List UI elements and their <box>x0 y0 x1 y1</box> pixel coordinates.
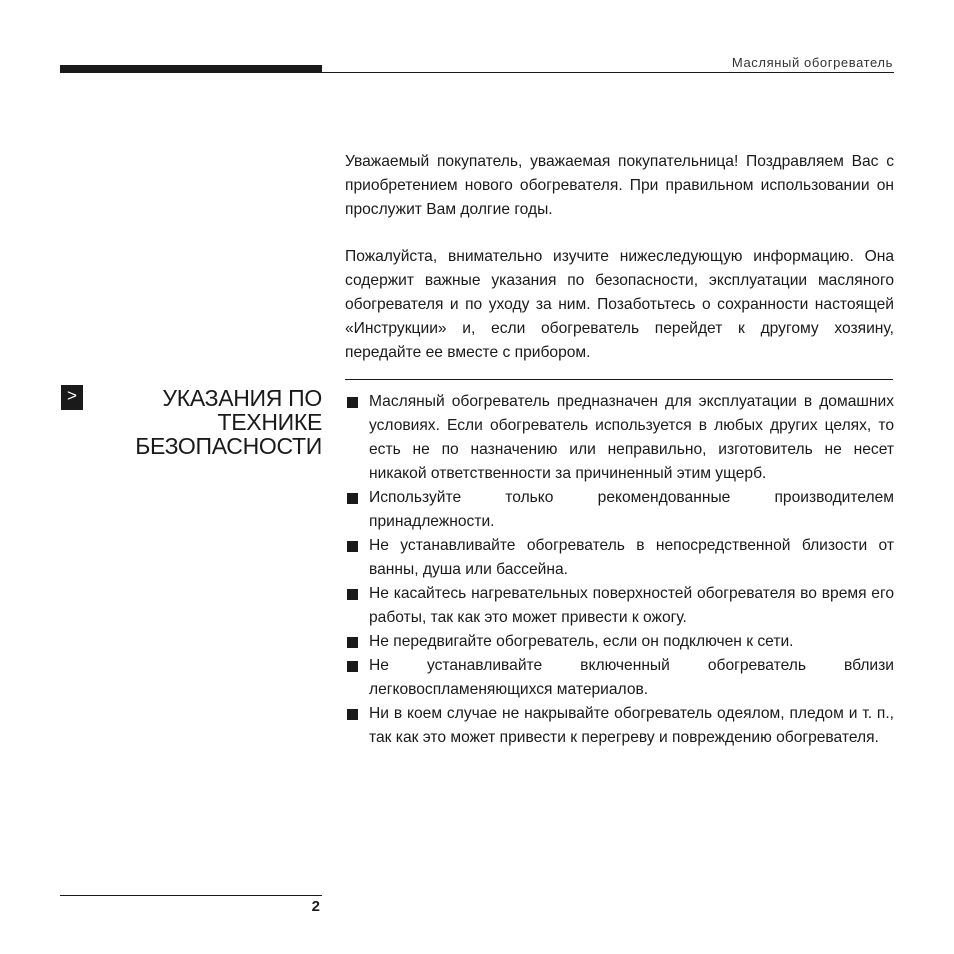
section-heading-line: УКАЗАНИЯ ПО <box>162 385 322 411</box>
section-heading-line: БЕЗОПАСНОСТИ <box>135 433 322 459</box>
list-item <box>345 390 894 486</box>
page-number: 2 <box>311 898 320 915</box>
intro-paragraph-2 <box>345 245 894 365</box>
intro-text-2: Пожалуйста, внимательно изучите нижеследующую информацию. Она содержит важные указания по безопасности, эксплуатации масляного обогревателя и по уходу за ним. Позаботьтесь о сохранности настоящей «Инструкции» и, если обогреватель перейдет к другому хозяину, передайте ее вместе с прибором. <box>345 248 894 361</box>
bullet-square-icon <box>347 493 358 504</box>
section-heading <box>100 386 322 458</box>
section-divider <box>345 379 893 380</box>
list-item <box>345 582 894 630</box>
list-item-text: Ни в коем случае не накрывайте обогреватель одеялом, пледом и т. п., так как это может привести к перегреву и повреждению обогревателя. <box>369 705 894 746</box>
list-item-text: Не устанавливайте обогреватель в непосредственной близости от ванны, душа или бассейна. <box>369 537 894 578</box>
section-arrow-icon: > <box>61 385 83 410</box>
footer-rule <box>60 895 322 896</box>
intro-paragraph-1 <box>345 150 894 222</box>
bullet-square-icon <box>347 661 358 672</box>
header-thin-rule <box>322 72 894 73</box>
list-item-text: Не устанавливайте включенный обогреватель вблизи легковоспламеняющихся материалов. <box>369 657 894 698</box>
list-item <box>345 630 894 654</box>
intro-text-1: Уважаемый покупатель, уважаемая покупательница! Поздравляем Вас с приобретением нового обогревателя. При правильном использовании он прослужит Вам долгие годы. <box>345 153 894 218</box>
bullet-square-icon <box>347 589 358 600</box>
list-item <box>345 486 894 534</box>
safety-instructions-list <box>345 390 894 750</box>
bullet-square-icon <box>347 541 358 552</box>
list-item-text: Не передвигайте обогреватель, если он подключен к сети. <box>369 633 794 650</box>
list-item-text: Не касайтесь нагревательных поверхностей обогревателя во время его работы, так как это может привести к ожогу. <box>369 585 894 626</box>
bullet-square-icon <box>347 397 358 408</box>
list-item <box>345 702 894 750</box>
header-thick-rule <box>60 65 322 73</box>
list-item <box>345 654 894 702</box>
bullet-square-icon <box>347 709 358 720</box>
bullet-square-icon <box>347 637 358 648</box>
list-item <box>345 534 894 582</box>
list-item-text: Масляный обогреватель предназначен для эксплуатации в домашних условиях. Если обогреватель используется в любых других целях, то есть не по назначению или неправильно, изготовитель не несет никакой ответственности за причиненный этим ущерб. <box>369 393 894 482</box>
document-header-title: Масляный обогреватель <box>731 55 893 70</box>
section-heading-line: ТЕХНИКЕ <box>217 409 322 435</box>
list-item-text: Используйте только рекомендованные производителем принадлежности. <box>369 489 894 530</box>
